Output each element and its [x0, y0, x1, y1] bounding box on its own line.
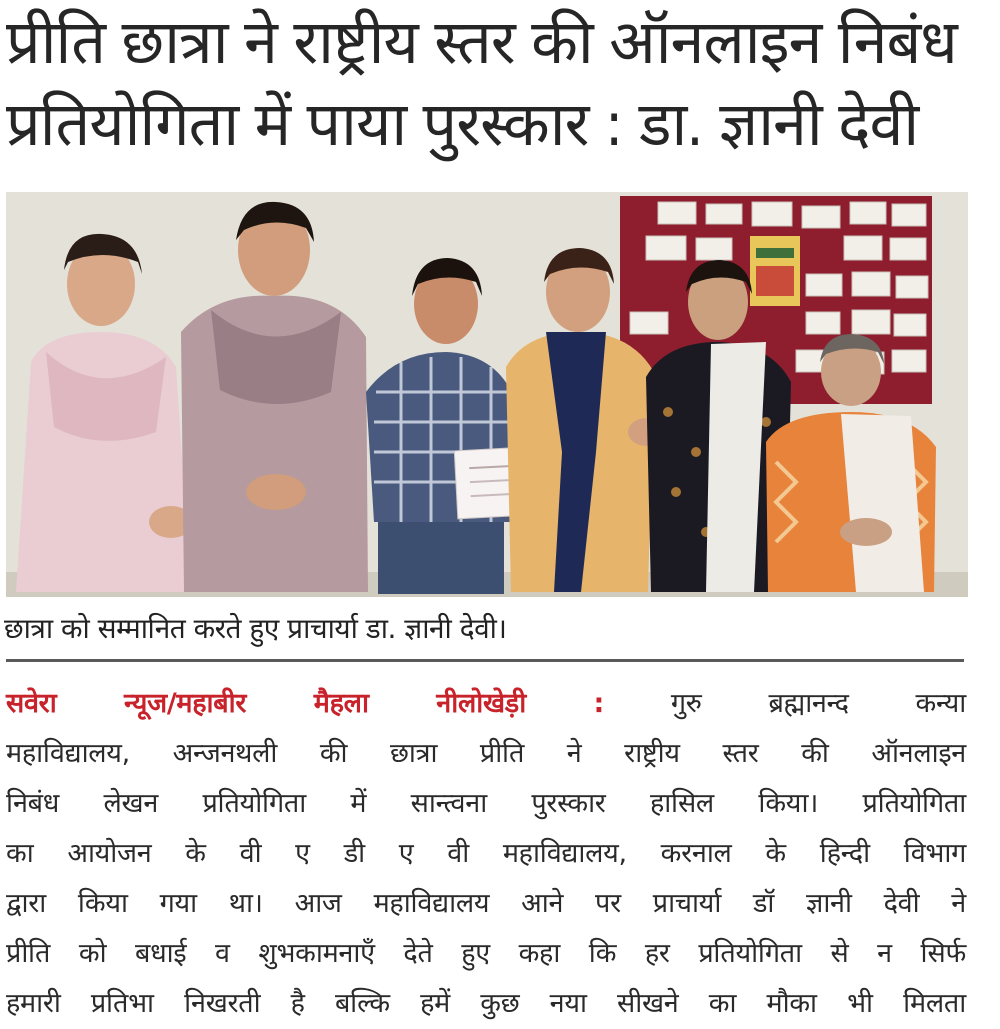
article-body	[6, 679, 966, 1029]
body-line-7: हमारी प्रतिभा निखरती है बल्कि हमें कुछ नया सीखने का मौका भी मिलता	[6, 988, 966, 1019]
body-line-1-text: गुरु ब्रह्मानन्द कन्या	[670, 688, 966, 719]
body-line-2: महाविद्यालय, अन्जनथली की छात्रा प्रीति ने राष्ट्रीय स्तर की ऑनलाइन	[6, 738, 966, 769]
news-photo	[6, 192, 968, 597]
headline-line-2: प्रतियोगिता में पाया पुरस्कार : डा. ज्ञानी देवी	[6, 89, 919, 160]
headline-line-1: प्रीति छात्रा ने राष्ट्रीय स्तर की ऑनलाइन निबंध	[6, 7, 957, 78]
body-line-6: प्रीति को बधाई व शुभकामनाएँ देते हुए कहा कि हर प्रतियोगिता से न सिर्फ	[6, 938, 966, 969]
photo-caption: छात्रा को सम्मानित करते हुए प्राचार्या डा. ज्ञानी देवी।	[4, 612, 507, 645]
body-line-4: का आयोजन के वी ए डी ए वी महाविद्यालय, करनाल के हिन्दी विभाग	[6, 838, 966, 869]
dateline: सवेरा न्यूज/महाबीर मैहला नीलोखेड़ी :	[6, 688, 605, 719]
body-line-1	[6, 679, 966, 729]
body-line-5: द्वारा किया गया था। आज महाविद्यालय आने पर प्राचार्या डॉ ज्ञानी देवी ने	[6, 888, 966, 919]
article-headline	[6, 2, 996, 166]
photo-illustration	[6, 192, 968, 597]
caption-divider	[6, 659, 964, 662]
body-line-3: निबंध लेखन प्रतियोगिता में सान्त्वना पुरस्कार हासिल किया। प्रतियोगिता	[6, 788, 966, 819]
